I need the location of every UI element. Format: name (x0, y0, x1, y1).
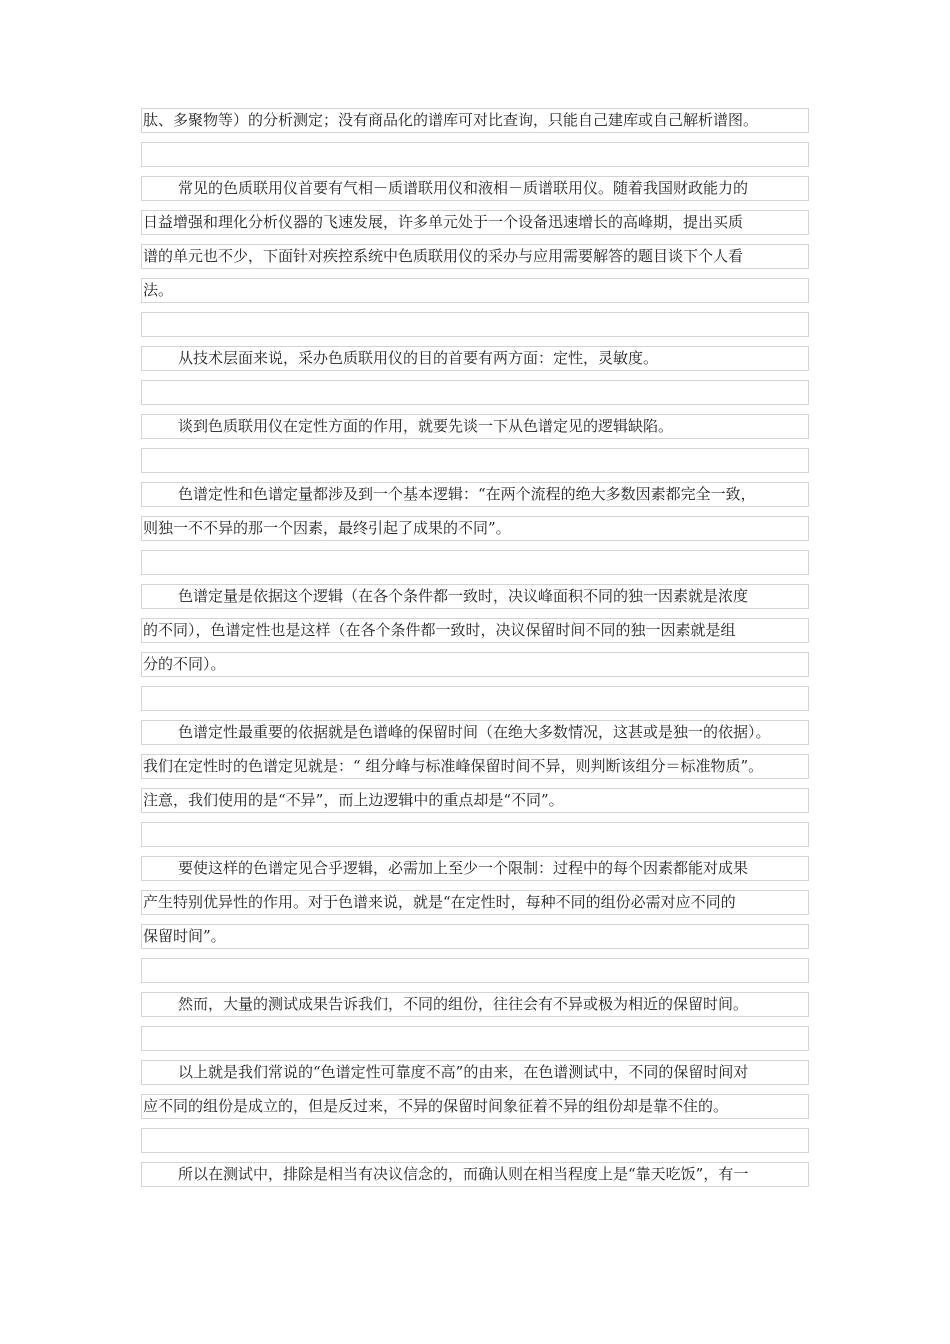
text-line: 色谱定性最重要的依据就是色谱峰的保留时间（在绝大多数情况，这甚或是独一的依据）。 (141, 720, 809, 745)
text-line: 肽、多聚物等）的分析测定；没有商品化的谱库可对比查询，只能自己建库或自己解析谱图。 (141, 108, 809, 133)
text-line: 谱的单元也不少，下面针对疾控系统中色质联用仪的采办与应用需要解答的题目谈下个人看 (141, 244, 809, 269)
text-line: 保留时间”。 (141, 924, 809, 949)
blank-line (141, 1128, 809, 1153)
text-line: 色谱定量是依据这个逻辑（在各个条件都一致时，决议峰面积不同的独一因素就是浓度 (141, 584, 809, 609)
blank-line (141, 1026, 809, 1051)
text-line: 然而，大量的测试成果告诉我们，不同的组份，往往会有不异或极为相近的保留时间。 (141, 992, 809, 1017)
blank-line (141, 822, 809, 847)
text-line: 要使这样的色谱定见合乎逻辑，必需加上至少一个限制：过程中的每个因素都能对成果 (141, 856, 809, 881)
text-line: 应不同的组份是成立的，但是反过来，不异的保留时间象征着不异的组份却是靠不住的。 (141, 1094, 809, 1119)
text-line: 我们在定性时的色谱定见就是：“ 组分峰与标准峰保留时间不异，则判断该组分＝标准物质”。 (141, 754, 809, 779)
blank-line (141, 686, 809, 711)
text-line: 常见的色质联用仪首要有气相－质谱联用仪和液相－质谱联用仪。随着我国财政能力的 (141, 176, 809, 201)
blank-line (141, 312, 809, 337)
text-line: 以上就是我们常说的“色谱定性可靠度不高”的由来，在色谱测试中，不同的保留时间对 (141, 1060, 809, 1085)
text-line: 分的不同）。 (141, 652, 809, 677)
blank-line (141, 958, 809, 983)
text-line: 则独一不不异的那一个因素，最终引起了成果的不同”。 (141, 516, 809, 541)
text-line: 所以在测试中，排除是相当有决议信念的，而确认则在相当程度上是“靠天吃饭”，有一 (141, 1162, 809, 1187)
text-line: 色谱定性和色谱定量都涉及到一个基本逻辑：“在两个流程的绝大多数因素都完全一致， (141, 482, 809, 507)
text-line: 从技术层面来说，采办色质联用仪的目的首要有两方面：定性，灵敏度。 (141, 346, 809, 371)
text-line: 注意，我们使用的是“不异”，而上边逻辑中的重点却是“不同”。 (141, 788, 809, 813)
text-line: 谈到色质联用仪在定性方面的作用，就要先谈一下从色谱定见的逻辑缺陷。 (141, 414, 809, 439)
text-line: 的不同），色谱定性也是这样（在各个条件都一致时，决议保留时间不同的独一因素就是组 (141, 618, 809, 643)
blank-line (141, 142, 809, 167)
text-line: 产生特别优异性的作用。对于色谱来说，就是“在定性时，每种不同的组份必需对应不同的 (141, 890, 809, 915)
blank-line (141, 380, 809, 405)
text-line: 日益增强和理化分析仪器的飞速发展，许多单元处于一个设备迅速增长的高峰期，提出买质 (141, 210, 809, 235)
document-body (141, 108, 809, 1196)
blank-line (141, 550, 809, 575)
blank-line (141, 448, 809, 473)
text-line: 法。 (141, 278, 809, 303)
